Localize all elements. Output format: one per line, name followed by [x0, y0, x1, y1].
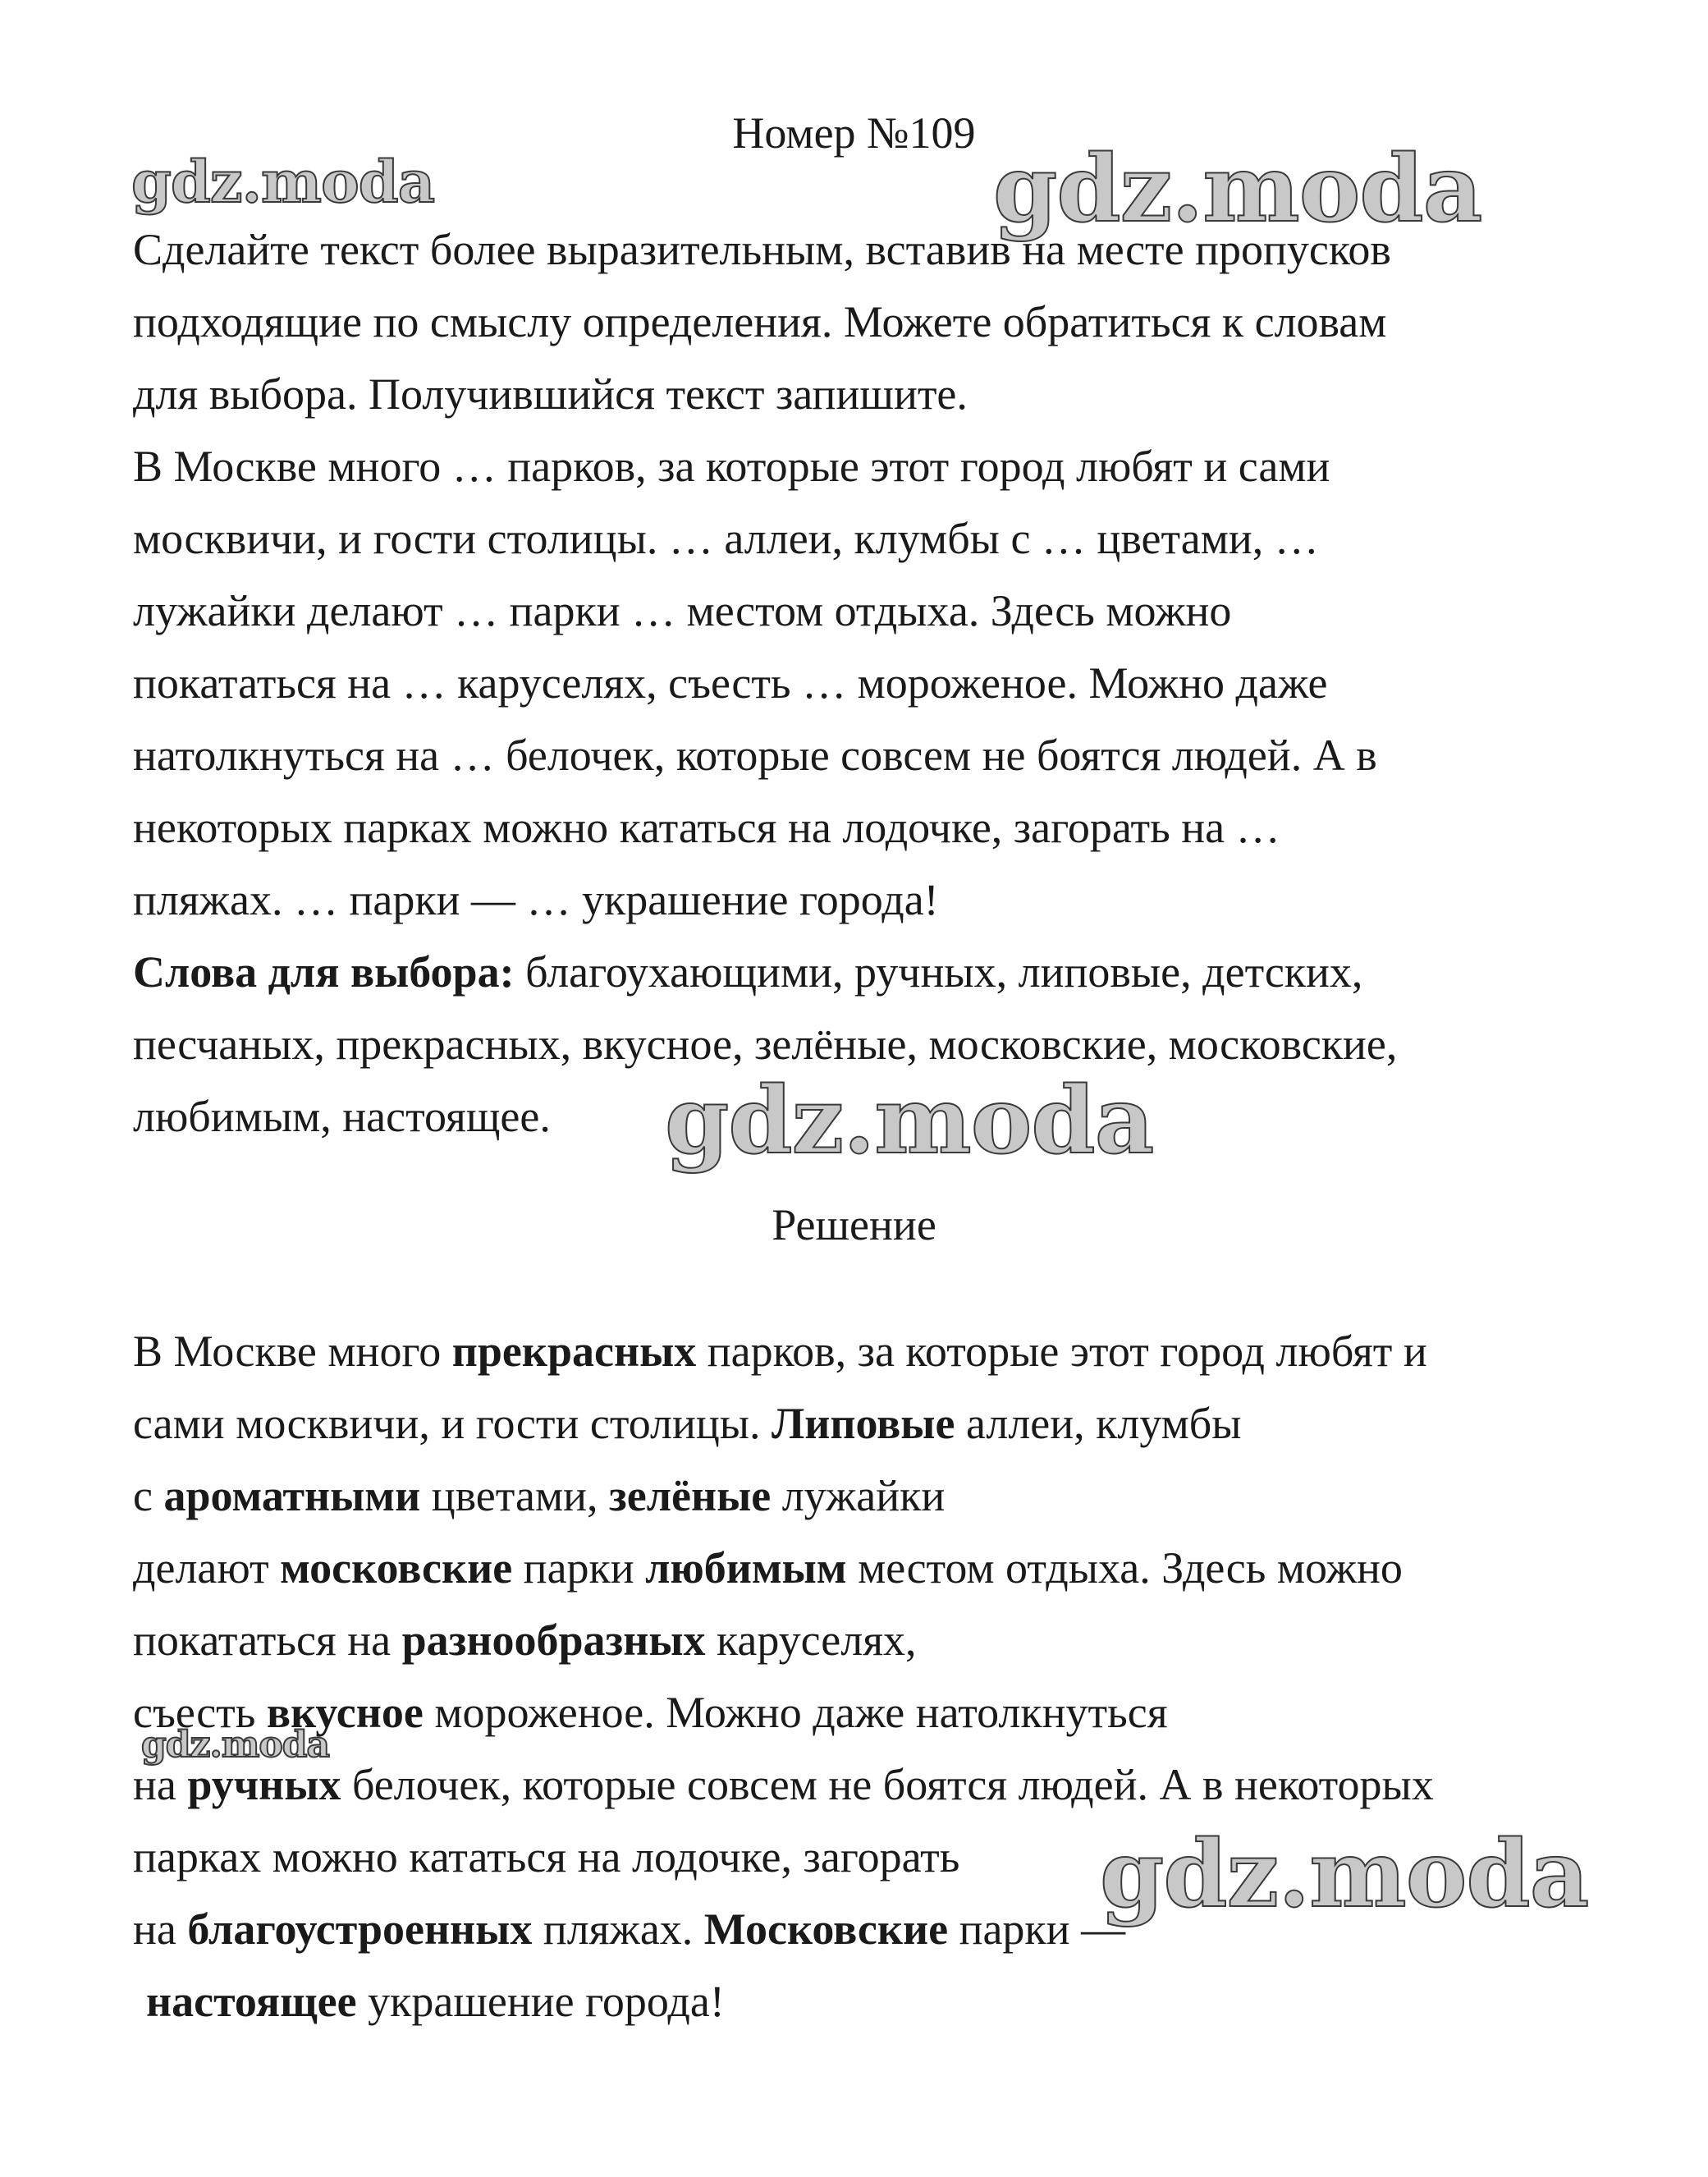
text-span: мороженое. Можно даже натолкнуться — [423, 1688, 1168, 1737]
task-text — [133, 213, 1610, 936]
task-line: подходящие по смыслу определения. Можете обратиться к словам — [133, 297, 1387, 346]
solution-line — [133, 1893, 1610, 1965]
word-choices-line — [133, 936, 1610, 1008]
text-span: белочек, которые совсем не боятся людей. А в некоторых — [341, 1760, 1434, 1809]
watermark-logo: gdz.moda — [131, 148, 435, 216]
text-span: покататься на — [133, 1616, 402, 1665]
solution-line — [133, 1748, 1610, 1821]
task-line: пляжах. … парки — … украшение города! — [133, 875, 939, 924]
inserted-word: московские — [280, 1543, 513, 1593]
text-span: местом отдыха. Здесь можно — [846, 1543, 1403, 1593]
word-choices-line: любимым, настоящее. — [133, 1092, 551, 1141]
text-span: парков, за которые этот город любят и — [696, 1327, 1427, 1376]
text-span: аллеи, клумбы — [955, 1399, 1242, 1448]
inserted-word: зелёные — [609, 1471, 772, 1520]
text-span: пляжах. — [532, 1904, 704, 1954]
inserted-word: ручных — [187, 1760, 341, 1809]
text-span: на — [133, 1760, 188, 1809]
task-line: лужайки делают … парки … местом отдыха. Здесь можно — [133, 586, 1232, 635]
solution-line — [133, 1460, 1610, 1532]
inserted-word: вкусное — [266, 1688, 424, 1737]
inserted-word: Московские — [703, 1904, 949, 1954]
word-choices — [133, 936, 1610, 1153]
text-span: парки — — [948, 1904, 1126, 1954]
word-choices-label: Слова для выбора: — [133, 947, 515, 997]
watermark-logo: gdz.moda — [141, 1724, 330, 1766]
solution-line — [133, 1315, 1610, 1387]
text-span: В Москве много — [133, 1327, 452, 1376]
task-line: некоторых парках можно кататься на лодочке, загорать на … — [133, 803, 1280, 852]
page-title: Номер №109 — [732, 108, 976, 158]
task-line: натолкнуться на … белочек, которые совсем не боятся людей. А в — [133, 731, 1377, 780]
task-line: Сделайте текст более выразительным, вставив на месте пропусков — [133, 225, 1391, 274]
inserted-word: настоящее — [146, 1977, 357, 2026]
text-span: с — [133, 1471, 164, 1520]
text-span: каруселях, — [705, 1616, 917, 1665]
text-span: сами москвичи, и гости столицы. — [133, 1399, 772, 1448]
inserted-word: Липовые — [772, 1399, 955, 1448]
task-line: В Москве много … парков, за которые этот город любят и сами — [133, 442, 1330, 491]
inserted-word: любимым — [645, 1543, 847, 1593]
watermark-logo: gdz.moda — [1100, 1821, 1589, 1928]
word-choices-text: благоухающими, ручных, липовые, детских, — [514, 947, 1363, 997]
solution-line — [133, 1532, 1610, 1604]
solution-line — [133, 1387, 1610, 1460]
inserted-word: ароматными — [163, 1471, 421, 1520]
word-choices-line: песчаных, прекрасных, вкусное, зелёные, московские, московские, — [133, 1020, 1398, 1069]
watermark-logo: gdz.moda — [665, 1067, 1154, 1175]
solution-line — [133, 1821, 1610, 1893]
task-line: покататься на … каруселях, съесть … мороженое. Можно даже — [133, 658, 1328, 708]
text-span: делают — [133, 1543, 281, 1593]
inserted-word: благоустроенных — [187, 1904, 533, 1954]
watermark-logo: gdz.moda — [993, 135, 1482, 243]
solution-line — [133, 1676, 1610, 1748]
text-span: на — [133, 1904, 188, 1954]
text-span: лужайки — [771, 1471, 946, 1520]
text-span: цветами, — [420, 1471, 610, 1520]
text-span: украшение города! — [356, 1977, 725, 2026]
inserted-word: разнообразных — [401, 1616, 706, 1665]
text-span: парках можно кататься на лодочке, загорать — [133, 1832, 960, 1881]
solution-line — [133, 1965, 1610, 2037]
text-span: съесть — [133, 1688, 267, 1737]
solution-line — [133, 1604, 1610, 1676]
inserted-word: прекрасных — [451, 1327, 697, 1376]
task-line: для выбора. Получившийся текст запишите. — [133, 369, 968, 419]
text-span: парки — [512, 1543, 646, 1593]
task-line: москвичи, и гости столицы. … аллеи, клумбы с … цветами, … — [133, 514, 1319, 563]
solution-text — [133, 1315, 1610, 2037]
solution-heading: Решение — [772, 1200, 936, 1249]
